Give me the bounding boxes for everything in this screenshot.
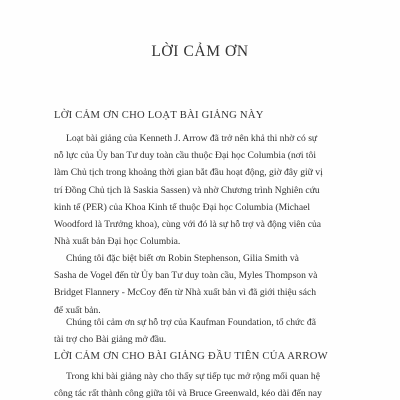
paragraph (54, 130, 349, 250)
text-line: tài trợ cho Bài giảng mở đầu. (54, 334, 167, 346)
paragraph (54, 250, 349, 319)
text-line: Sasha de Vogel đến từ Ủy ban Tư duy toàn cầu, Myles Thompson và (54, 270, 318, 282)
paragraph (54, 368, 349, 400)
text-line: Bridget Flannery - McCoy đến từ Nhà xuất bản vì đã giới thiệu sách (54, 287, 317, 299)
text-line: công tác rất thành công giữa tôi và Bruce Greenwald, kéo dài đến nay (54, 388, 322, 400)
section-heading-lecture-series: LỜI CẢM ƠN CHO LOẠT BÀI GIẢNG NÀY (54, 110, 264, 121)
text-line: Chúng tôi đặc biệt biết ơn Robin Stephenson, Gilia Smith và (66, 253, 299, 264)
text-line: Loạt bài giảng của Kenneth J. Arrow đã trở nên khả thi nhờ có sự (66, 133, 318, 144)
text-line: Chúng tôi cảm ơn sự hỗ trợ của Kaufman Foundation, tổ chức đã (66, 317, 316, 328)
page-title: LỜI CẢM ƠN (151, 43, 249, 60)
paragraph (54, 314, 349, 348)
text-line: kinh tế (PER) của Khoa Kinh tế thuộc Đại học Columbia (Michael (54, 201, 311, 213)
text-line: để xuất bản. (54, 304, 101, 316)
text-line: nỗ lực của Ủy ban Tư duy toàn cầu thuộc Đại học Columbia (nơi tôi (54, 150, 317, 162)
text-line: làm Chủ tịch trong khoảng thời gian bắt đầu hoạt động, giờ đây giữ vị (54, 167, 323, 179)
text-line: Trong khi bài giảng này cho thấy sự tiếp tục mở rộng mối quan hệ (66, 371, 320, 382)
text-line: Nhà xuất bản Đại học Columbia. (54, 236, 181, 248)
text-line: Woodford là Trưởng khoa), cùng với đó là sự hỗ trợ và động viên của (54, 219, 322, 231)
text-line: trí Đồng Chủ tịch là Saskia Sassen) và nhờ Chương trình Nghiên cứu (54, 184, 320, 196)
section-heading-first-lecture: LỜI CẢM ƠN CHO BÀI GIẢNG ĐẦU TIÊN CỦA ARROW (54, 351, 328, 362)
